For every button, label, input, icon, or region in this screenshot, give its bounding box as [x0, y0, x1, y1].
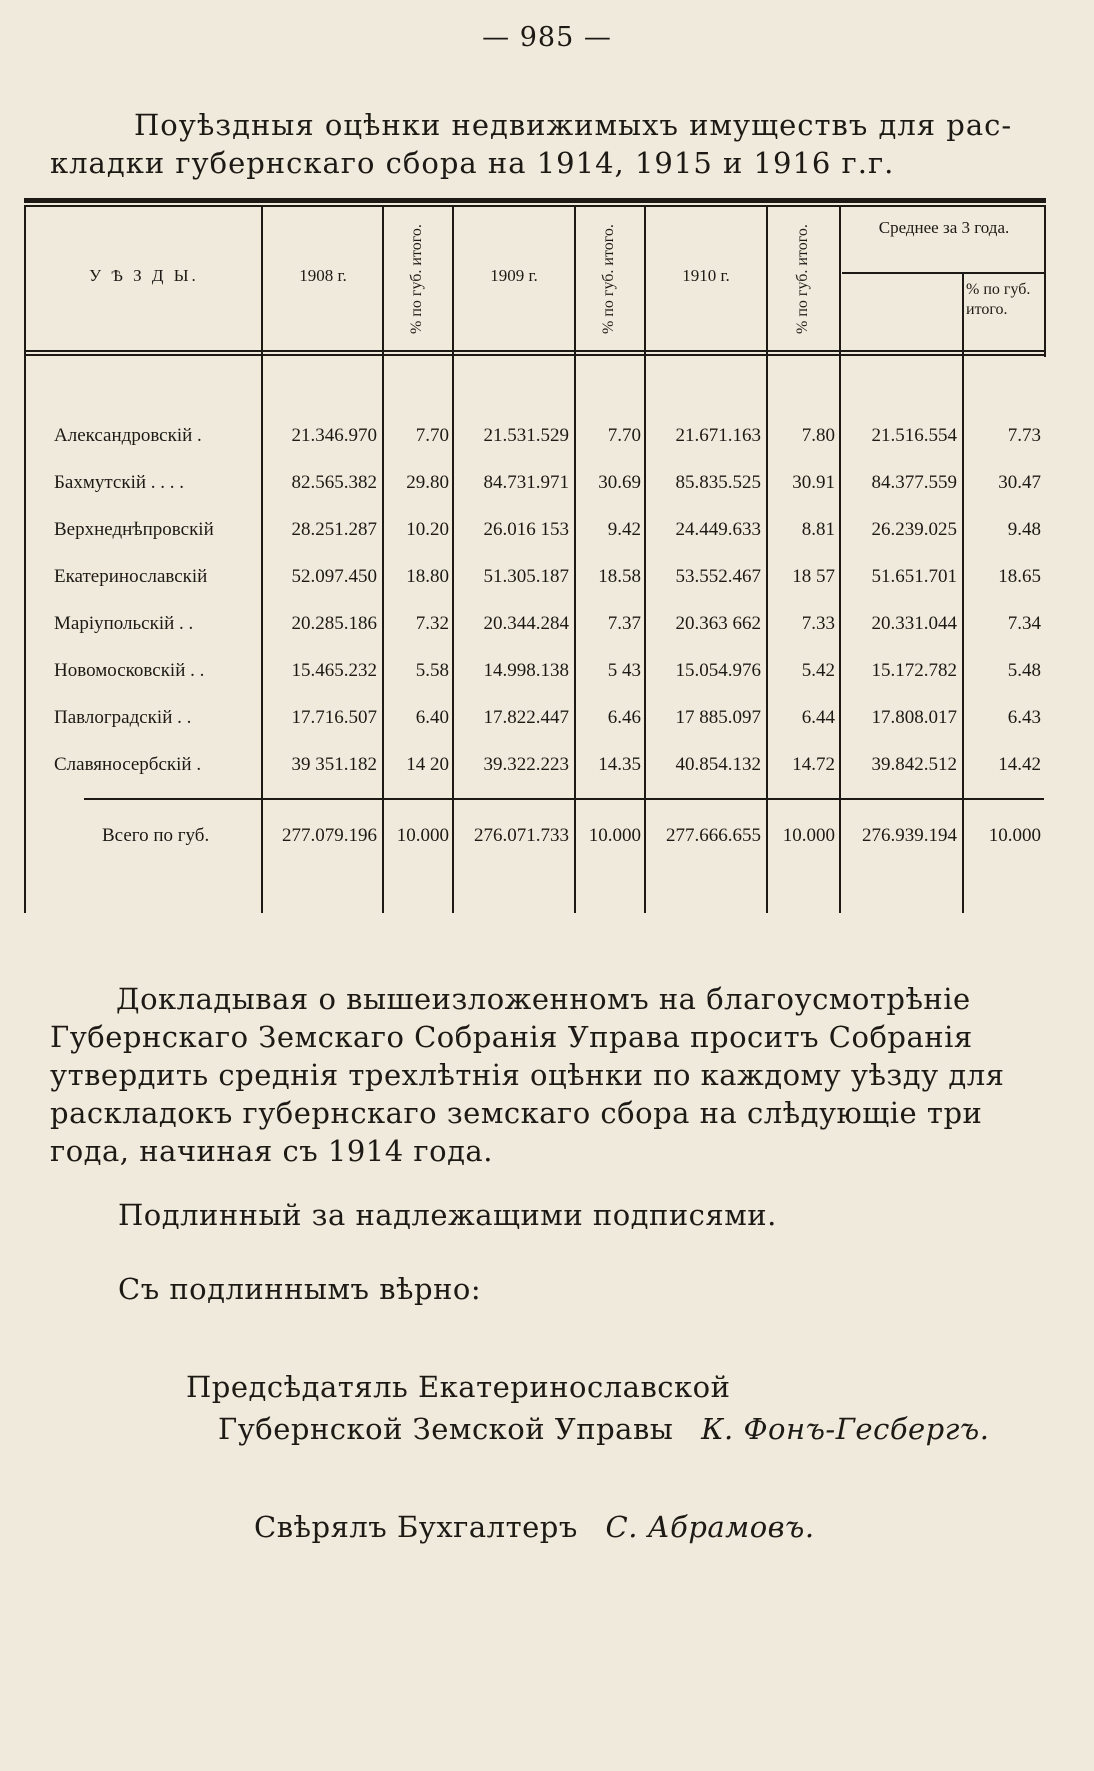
district-name: Славяносербскій .	[54, 754, 202, 775]
cell-p1908: 5.58	[415, 660, 449, 681]
cell-pavg: 7.34	[1007, 613, 1041, 634]
cell-v1910: 20.363 662	[675, 613, 761, 634]
cell-v1910: 53.552.467	[675, 566, 761, 587]
table-row	[24, 651, 1046, 691]
header-bottom-rule-2	[24, 354, 1046, 356]
title-line-2: кладки губернскаго сбора на 1914, 1915 и 1916 г.г.	[50, 146, 895, 180]
avg-header-divider	[842, 272, 1044, 274]
cell-p1908: 10.20	[406, 519, 449, 540]
cell-v1910: 85.835.525	[675, 472, 761, 493]
cell-avg: 84.377.559	[871, 472, 957, 493]
table-row	[24, 557, 1046, 597]
signatory-org: Губернской Земской Управы	[218, 1412, 674, 1446]
cell-avg: 21.516.554	[871, 425, 957, 446]
cell-v1910: 21.671.163	[675, 425, 761, 446]
cell-p1910: 10.000	[782, 825, 835, 846]
cell-v1908: 17.716.507	[291, 707, 377, 728]
header-1909: 1909 г.	[490, 266, 538, 285]
cell-v1909: 21.531.529	[483, 425, 569, 446]
cell-pavg: 9.48	[1007, 519, 1041, 540]
district-name: Верхнеднѣпровскій	[54, 519, 214, 540]
cell-v1910: 17 885.097	[675, 707, 761, 728]
header-pct-1908: % по губ. итого.	[408, 224, 425, 334]
cell-p1908: 14 20	[406, 754, 449, 775]
header-pct-1909: % по губ. итого.	[600, 224, 617, 334]
cell-pavg: 14.42	[998, 754, 1041, 775]
cell-v1910: 277.666.655	[666, 825, 761, 846]
cell-p1910: 14.72	[792, 754, 835, 775]
table-row	[24, 510, 1046, 550]
table-top-rule-thin	[24, 205, 1046, 207]
district-name: Новомосковскій . .	[54, 660, 205, 681]
header-bottom-rule	[24, 350, 1046, 352]
cell-p1909: 9.42	[607, 519, 641, 540]
cell-v1908: 82.565.382	[291, 472, 377, 493]
copy-verified-line: Съ подлиннымъ вѣрно:	[118, 1272, 482, 1306]
verifier-line	[254, 1510, 815, 1544]
cell-v1909: 51.305.187	[483, 566, 569, 587]
signatory-title-2	[218, 1412, 989, 1446]
cell-v1909: 84.731.971	[483, 472, 569, 493]
cell-pavg: 5.48	[1007, 660, 1041, 681]
cell-p1910: 8.81	[801, 519, 835, 540]
cell-v1909: 14.998.138	[483, 660, 569, 681]
cell-pavg: 6.43	[1007, 707, 1041, 728]
verifier-title: Свѣрялъ Бухгалтеръ	[254, 1510, 578, 1544]
cell-p1909: 18.58	[598, 566, 641, 587]
cell-v1908: 21.346.970	[291, 425, 377, 446]
district-name: Александровскій .	[54, 425, 202, 446]
cell-avg: 51.651.701	[871, 566, 957, 587]
header-avg-pct: % по губ. итого.	[966, 281, 1031, 318]
cell-p1909: 10.000	[588, 825, 641, 846]
cell-v1910: 40.854.132	[675, 754, 761, 775]
cell-p1910: 6.44	[801, 707, 835, 728]
cell-pavg: 7.73	[1007, 425, 1041, 446]
table-row	[24, 416, 1046, 456]
cell-pavg: 10.000	[988, 825, 1041, 846]
cell-v1908: 20.285.186	[291, 613, 377, 634]
cell-p1909: 7.70	[607, 425, 641, 446]
cell-v1908: 277.079.196	[282, 825, 377, 846]
cell-p1908: 18.80	[406, 566, 449, 587]
cell-v1908: 52.097.450	[291, 566, 377, 587]
cell-v1909: 20.344.284	[483, 613, 569, 634]
estimates-table	[24, 198, 1046, 910]
cell-p1908: 10.000	[396, 825, 449, 846]
district-name: Бахмутскій . . . .	[54, 472, 185, 493]
signatory-name: К. Фонъ-Гесбергъ.	[701, 1412, 990, 1446]
header-pct-1910: % по губ. итого.	[794, 224, 811, 334]
cell-pavg: 30.47	[998, 472, 1041, 493]
cell-p1908: 29.80	[406, 472, 449, 493]
district-name: Екатеринославскій	[54, 566, 208, 587]
cell-p1910: 7.80	[801, 425, 835, 446]
cell-avg: 39.842.512	[871, 754, 957, 775]
cell-v1910: 15.054.976	[675, 660, 761, 681]
header-average: Среднее за 3 года.	[878, 218, 1010, 237]
title-line-1: Поуѣздныя оцѣнки недвижимыхъ имуществъ для рас-	[134, 108, 1013, 142]
table-row	[24, 604, 1046, 644]
total-rule	[84, 798, 1044, 800]
cell-v1908: 28.251.287	[291, 519, 377, 540]
table-row	[24, 698, 1046, 738]
cell-avg: 276.939.194	[862, 825, 957, 846]
page-number: — 985 —	[482, 22, 612, 53]
cell-p1910: 30.91	[792, 472, 835, 493]
cell-p1908: 6.40	[415, 707, 449, 728]
signatory-title-1: Предсѣдатяль Екатеринославской	[186, 1370, 731, 1404]
cell-v1909: 39.322.223	[483, 754, 569, 775]
cell-avg: 17.808.017	[871, 707, 957, 728]
cell-p1909: 7.37	[607, 613, 641, 634]
cell-p1909: 14.35	[598, 754, 641, 775]
verifier-name: С. Абрамовъ.	[605, 1510, 815, 1544]
cell-v1909: 17.822.447	[483, 707, 569, 728]
cell-p1910: 7.33	[801, 613, 835, 634]
document-title	[0, 106, 1094, 182]
table-border-right	[1044, 207, 1046, 357]
cell-pavg: 18.65	[998, 566, 1041, 587]
table-top-rule	[24, 198, 1046, 203]
cell-avg: 15.172.782	[871, 660, 957, 681]
header-1908: 1908 г.	[299, 266, 347, 285]
cell-p1908: 7.70	[415, 425, 449, 446]
cell-v1908: 15.465.232	[291, 660, 377, 681]
cell-v1910: 24.449.633	[675, 519, 761, 540]
cell-p1909: 5 43	[607, 660, 641, 681]
body-paragraph: Докладывая о вышеизложенномъ на благоусмотрѣніе Губернскаго Земскаго Собранія Управа проситъ Собранія утвердить среднія трехлѣтнія оцѣнки по каждому уѣзду для раскладокъ губернскаго земскаго сбора на слѣдующіе три года, начиная съ 1914 года.	[50, 982, 1005, 1168]
cell-p1910: 18 57	[792, 566, 835, 587]
header-uezdy: У Ѣ З Д Ы.	[89, 266, 199, 285]
cell-p1910: 5.42	[801, 660, 835, 681]
cell-v1909: 276.071.733	[474, 825, 569, 846]
cell-avg: 26.239.025	[871, 519, 957, 540]
cell-p1909: 30.69	[598, 472, 641, 493]
table-row	[24, 745, 1046, 785]
cell-avg: 20.331.044	[871, 613, 957, 634]
header-1910: 1910 г.	[682, 266, 730, 285]
district-name: Маріупольскій . .	[54, 613, 194, 634]
cell-p1909: 6.46	[607, 707, 641, 728]
cell-v1908: 39 351.182	[291, 754, 377, 775]
table-total-row	[24, 816, 1046, 856]
certification-line: Подлинный за надлежащими подписями.	[118, 1198, 777, 1232]
district-name: Павлоградскій . .	[54, 707, 192, 728]
cell-p1908: 7.32	[415, 613, 449, 634]
cell-v1909: 26.016 153	[483, 519, 569, 540]
table-row	[24, 463, 1046, 503]
district-name: Всего по губ.	[102, 825, 210, 846]
